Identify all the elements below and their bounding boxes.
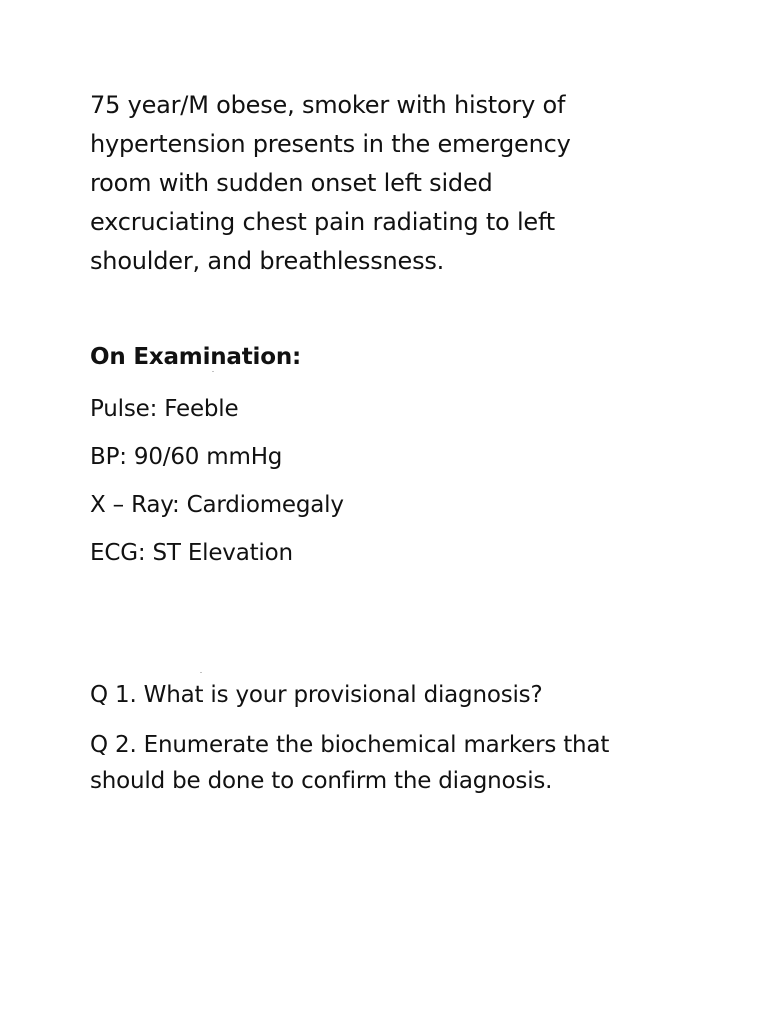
bp-finding: BP: 90/60 mmHg	[90, 444, 283, 470]
question-1-line-1: Q 1. What is your provisional diagnosis?	[90, 682, 543, 708]
xray-finding: X – Ray: Cardiomegaly	[90, 492, 344, 518]
question-2-line-2: should be done to confirm the diagnosis.	[90, 768, 553, 794]
pulse-finding: Pulse: Feeble	[90, 396, 239, 422]
scan-speck	[200, 672, 202, 673]
questions-section	[90, 676, 730, 812]
case-line-2: hypertension presents in the emergency	[90, 130, 571, 158]
case-description	[90, 86, 690, 281]
case-line-5: shoulder, and breathlessness.	[90, 247, 445, 275]
examination-heading: On Examination:	[90, 344, 301, 370]
case-line-1: 75 year/M obese, smoker with history of	[90, 91, 566, 119]
examination-section	[90, 337, 690, 577]
ecg-finding: ECG: ST Elevation	[90, 540, 293, 566]
scan-speck	[212, 371, 214, 372]
question-1	[90, 676, 730, 714]
question-2	[90, 726, 730, 800]
question-2-line-1: Q 2. Enumerate the biochemical markers that	[90, 732, 610, 758]
case-line-3: room with sudden onset left sided	[90, 169, 493, 197]
case-line-4: excruciating chest pain radiating to left	[90, 208, 556, 236]
